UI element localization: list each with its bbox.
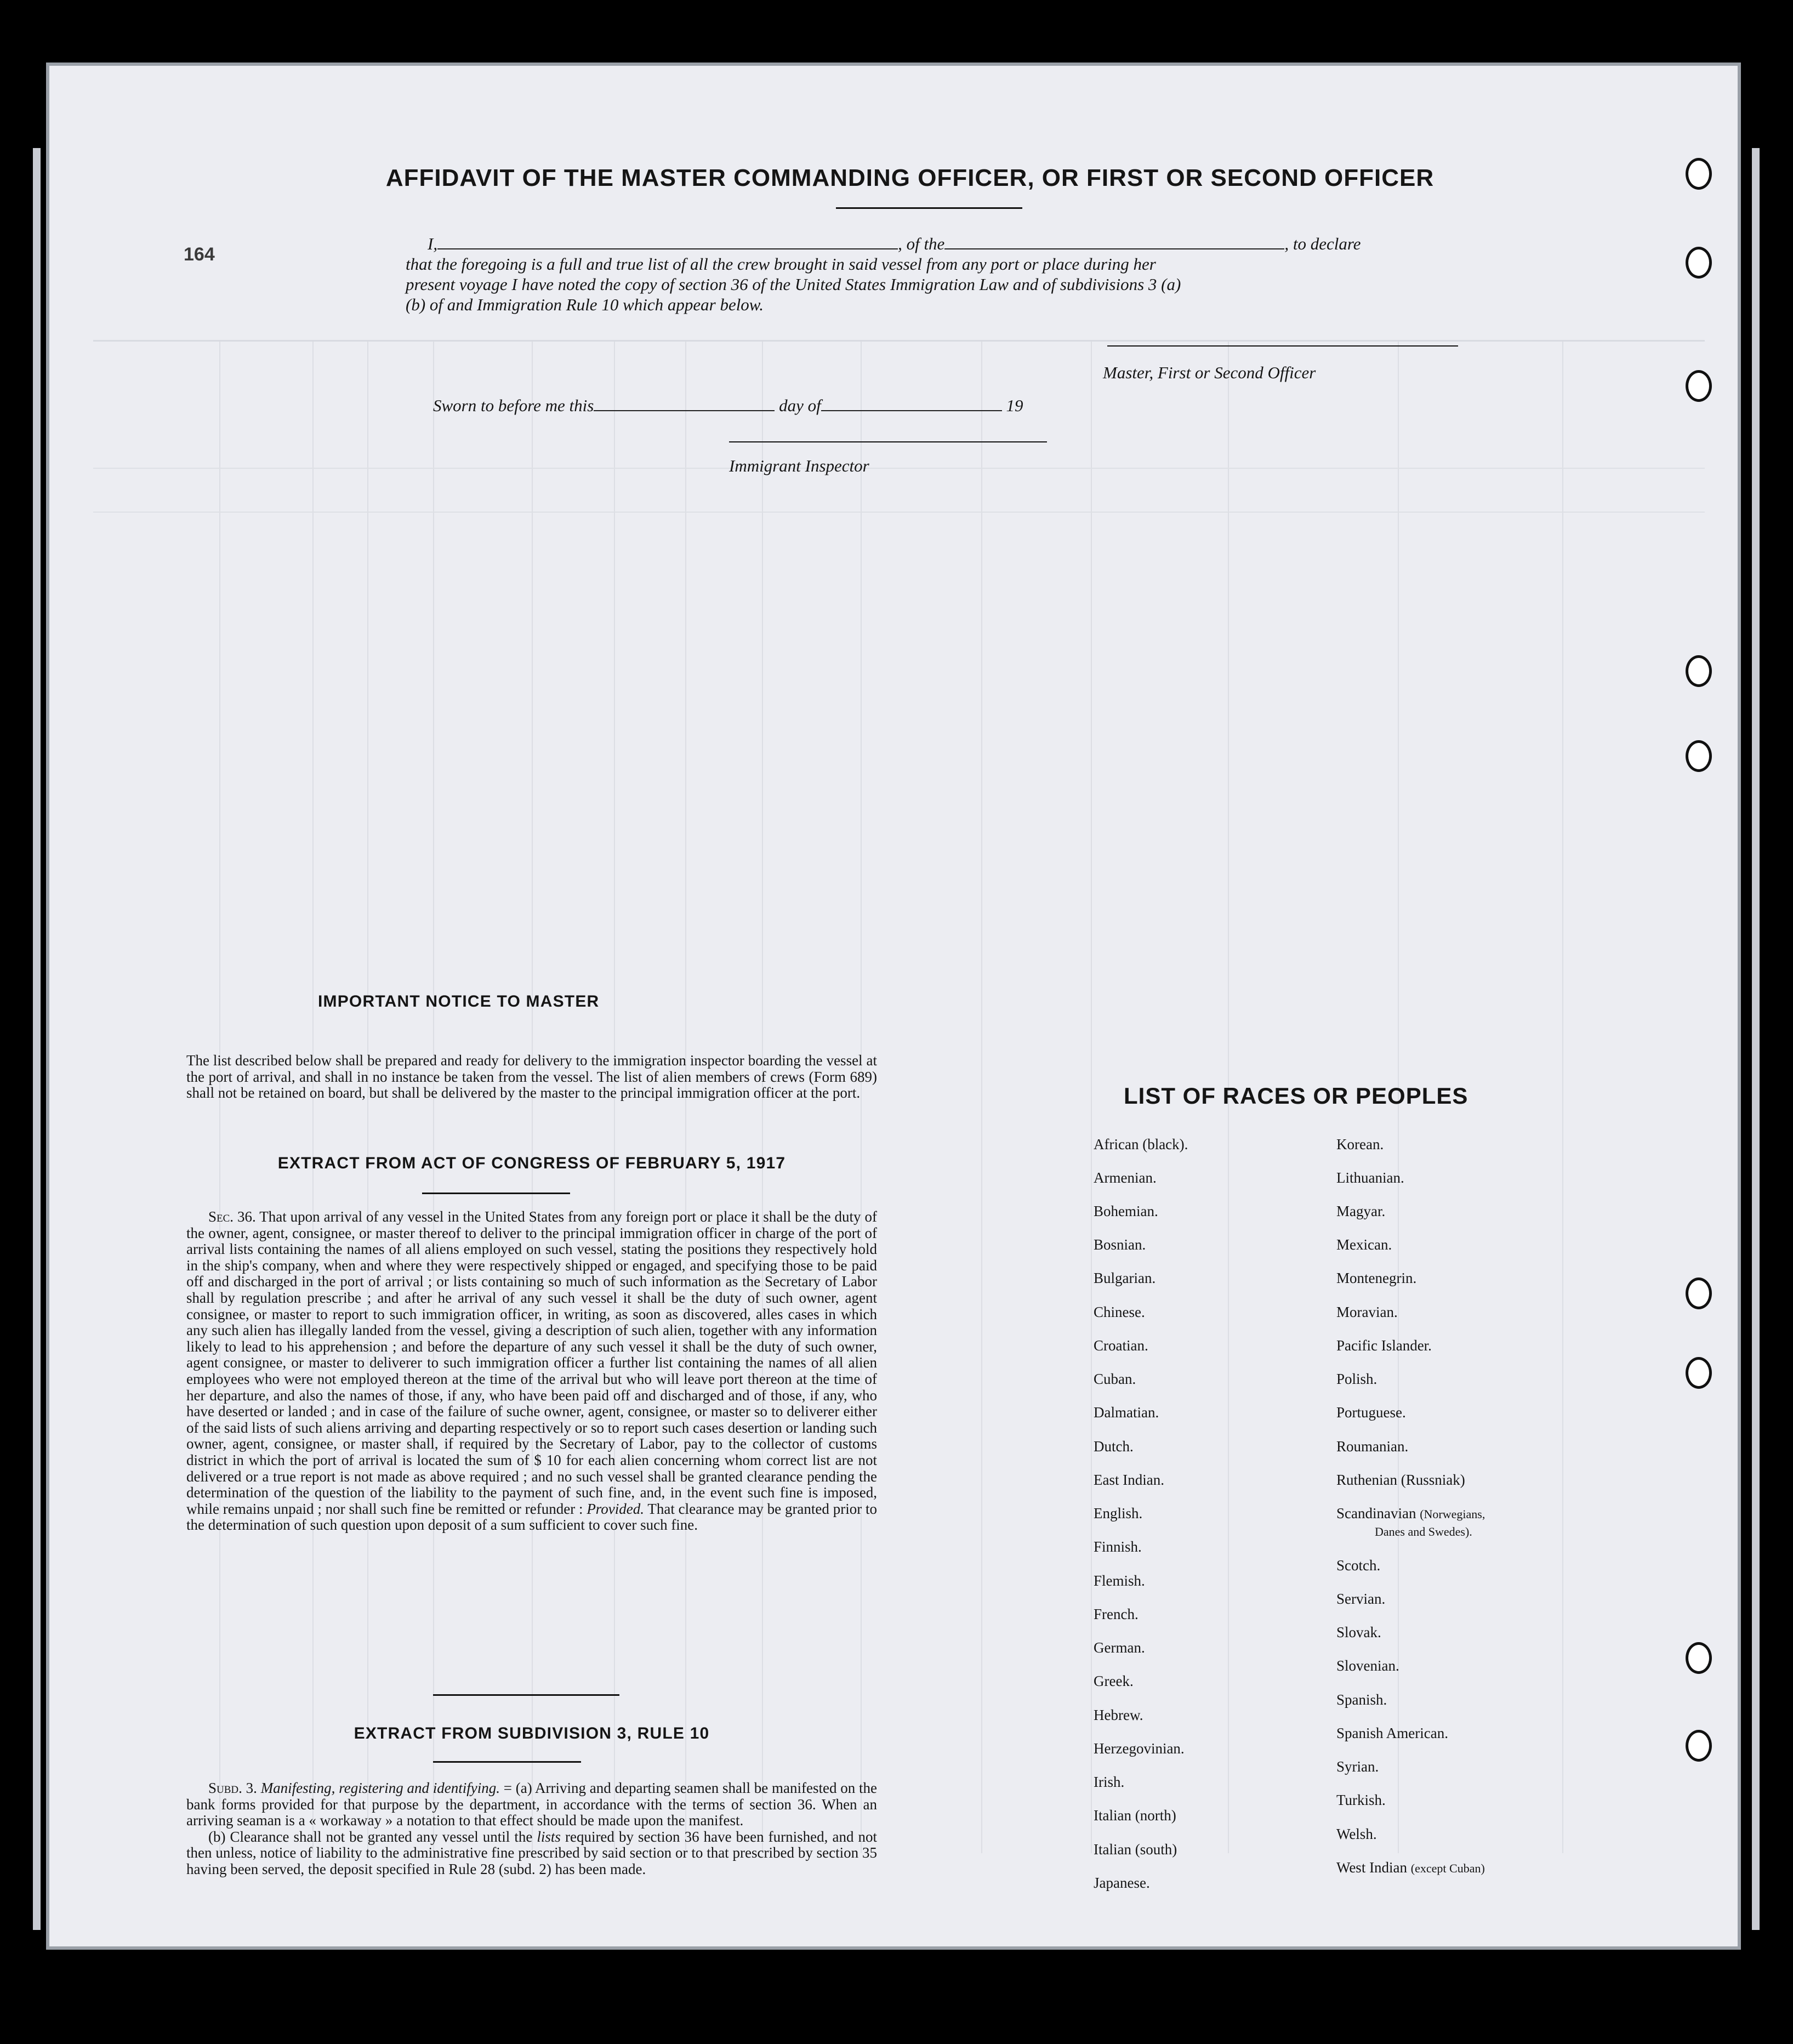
race-item: French. (1094, 1606, 1139, 1622)
race-item: Herzegovinian. (1094, 1740, 1185, 1757)
rule-heading-rule (433, 1761, 581, 1763)
race-item: Bohemian. (1094, 1203, 1158, 1219)
act-text (186, 1209, 877, 1534)
race-item: Portuguese. (1336, 1404, 1406, 1421)
race-item: Scotch. (1336, 1557, 1381, 1574)
race-item: Bulgarian. (1094, 1270, 1156, 1286)
race-item: Scandinavian (1336, 1505, 1416, 1521)
lists-word: lists (537, 1828, 561, 1845)
notice-heading: IMPORTANT NOTICE TO MASTER (318, 992, 600, 1010)
punch-hole-icon (1686, 370, 1712, 402)
affidavit-line-1: that the foregoing is a full and true list of all the crew brought in said vessel from any port or place during her (406, 254, 1156, 274)
subd-label: Subd. 3. (208, 1780, 257, 1796)
to-declare-label: , to declare (1284, 234, 1361, 253)
race-item: Slovak. (1336, 1624, 1381, 1640)
page-edge-right (1752, 148, 1760, 1930)
notice-text: The list described below shall be prepared and ready for delivery to the immigration inspector boarding the vessel at the port of arrival, and shall in no instance be taken from the vessel. The list of alien members of crews (Form 689) shall not be retained on board, but shall be delivered by the master to the principal immigration officer at the port. (186, 1052, 877, 1102)
title-rule (836, 207, 1022, 209)
race-item: Mexican. (1336, 1236, 1392, 1253)
race-item: Croatian. (1094, 1337, 1148, 1354)
race-item: Turkish. (1336, 1792, 1386, 1808)
race-item: Ruthenian (Russniak) (1336, 1472, 1465, 1488)
master-label: Master, First or Second Officer (1103, 363, 1316, 382)
rule-text (186, 1780, 877, 1878)
race-item: Cuban. (1094, 1371, 1136, 1387)
sworn-line (433, 395, 1200, 417)
race-item: Moravian. (1336, 1304, 1398, 1320)
of-the-label: , of the (898, 234, 945, 253)
punch-hole-icon (1686, 1642, 1712, 1674)
inspector-signature-line (729, 441, 1047, 442)
race-item: English. (1094, 1505, 1143, 1521)
punch-hole-icon (1686, 1357, 1712, 1389)
page-edge-left (33, 148, 41, 1930)
race-note: (except Cuban) (1410, 1861, 1485, 1875)
punch-hole-icon (1686, 247, 1712, 279)
race-item: Pacific Islander. (1336, 1337, 1432, 1354)
document-page (49, 66, 1738, 1946)
race-item: Welsh. (1336, 1826, 1377, 1842)
day-of-label: day of (779, 396, 821, 415)
race-item: Italian (south) (1094, 1841, 1177, 1858)
race-item: Lithuanian. (1336, 1169, 1404, 1186)
inspector-label: Immigrant Inspector (729, 456, 869, 475)
race-item: Hebrew. (1094, 1707, 1143, 1723)
race-item: Syrian. (1336, 1758, 1379, 1775)
provided-label: Provided. (587, 1500, 645, 1517)
race-item: Korean. (1336, 1136, 1384, 1152)
rule-text-b-pre: (b) Clearance shall not be granted any vessel until the (208, 1828, 533, 1845)
punch-hole-icon (1686, 740, 1712, 772)
race-item: Flemish. (1094, 1572, 1145, 1589)
race-item-scandinavian (1336, 1505, 1485, 1522)
year-label: 19 (1006, 396, 1023, 415)
i-label: I, (428, 234, 438, 253)
race-note: Danes and Swedes). (1375, 1525, 1472, 1538)
race-item: African (black). (1094, 1136, 1188, 1152)
races-heading: LIST OF RACES OR PEOPLES (1124, 1083, 1468, 1109)
act-heading: EXTRACT FROM ACT OF CONGRESS OF FEBRUARY 5, 1917 (277, 1154, 786, 1172)
sworn-day-blank (594, 396, 775, 411)
race-item-west-indian (1336, 1859, 1485, 1876)
race-item: Spanish. (1336, 1691, 1387, 1708)
sworn-label: Sworn to before me this (433, 396, 594, 415)
act-body: That upon arrival of any vessel in the United States from any foreign port or place it shall be the duty of the owner, agent, consignee, or master thereof to deliver to the principal immigration officer in charge of the port of arrival lists containing the names of all aliens employed on such vessel, stating the positions they respectively hold in the ship's company, when and where they were respectively shipped or engaged, and specifying those to be paid off and discharged in the port of arrival ; or lists containing so much of such information as the Secretary of Labor shall by regulation prescribe ; and after he arrival of any such vessel it shall be the duty of such owner, agent consignee, or master to report to such immigration officer, in writing, as soon as discovered, alles cases in which any such alien has illegally landed from the vessel, giving a description of such alien, together with any information likely to lead to his apprehension ; and before the departure of any such vessel it shall be the duty of such owner, agent consignee, or master to deliverer to such immigration officer a further list containing the names of all alien employees who were not employed thereon at the time of the arrival but who will leave port thereon at the time of her departure, and also the names of those, if any, who have been paid off and discharged and of those, if any, who have deserted or landed ; and in case of the failure of suche owner, agent, consignee, or master so to deliverer either of the said lists of such aliens arriving and departing respectively or so to report such cases desertion or landing such owner, agent, consignee, or master shall, if required by the Secretary of Labor, pay to the collector of customs district in which the port of arrival is located the sum of $ 10 for each alien concerning whom correct list are not delivered or a true report is not made as above required ; and no such vessel shall be granted clearance pending the determination of the question of the liability to the payment of such fine, and, in the event such fine is imposed, while remains unpaid ; nor shall such fine be remitted or refunder : (186, 1208, 877, 1517)
officer-name-blank (437, 234, 898, 249)
affidavit-declaration-line (406, 233, 1475, 255)
race-item: Montenegrin. (1336, 1270, 1417, 1286)
act-body-end: That clearance may be granted prior to the determination of such question upon deposit of a sum sufficient to cover such fine. (186, 1500, 878, 1534)
race-item: Dalmatian. (1094, 1404, 1159, 1421)
affidavit-title: AFFIDAVIT OF THE MASTER COMMANDING OFFICER, OR FIRST OR SECOND OFFICER (385, 164, 1435, 191)
race-item: Bosnian. (1094, 1236, 1146, 1253)
punch-hole-icon (1686, 1278, 1712, 1309)
race-note: (Norwegians, (1420, 1507, 1485, 1521)
rule-text-a: = (a) Arriving and departing seamen shall be manifested on the bank forms provided for that purpose by the department, in accordance with the terms of section 36. When an arriving seaman is a « workaway » a notation to that effect should be made upon the manifest. (186, 1780, 877, 1829)
act-heading-rule (422, 1193, 570, 1194)
race-item: German. (1094, 1639, 1145, 1656)
affidavit-line-3: (b) of and Immigration Rule 10 which appear below. (406, 295, 764, 314)
race-item: Spanish American. (1336, 1725, 1448, 1741)
race-item: Magyar. (1336, 1203, 1386, 1219)
race-item: Dutch. (1094, 1438, 1134, 1455)
race-item: East Indian. (1094, 1472, 1164, 1488)
race-item: Roumanian. (1336, 1438, 1409, 1455)
race-item: Slovenian. (1336, 1657, 1399, 1674)
master-signature-line (1107, 345, 1458, 347)
race-item: Finnish. (1094, 1538, 1142, 1555)
race-item: Servian. (1336, 1591, 1386, 1607)
affidavit-line-2: present voyage I have noted the copy of section 36 of the United States Immigration Law and of subdivisions 3 (a) (406, 275, 1181, 294)
sworn-month-blank (821, 396, 1002, 411)
punch-hole-icon (1686, 1730, 1712, 1762)
race-item: West Indian (1336, 1859, 1408, 1876)
act-end-rule (433, 1694, 619, 1696)
stamp-number: 164 (184, 244, 215, 265)
sec-label: Sec. 36. (208, 1208, 256, 1225)
race-item: Irish. (1094, 1774, 1125, 1790)
rule-text-b-post: required by section 36 have been furnished, and not then unless, notice of liability to the administrative fine prescribed by said section or to that prescribed by section 35 having been served, the deposit specified in Rule 28 (subd. 2) has been made. (186, 1828, 877, 1877)
subd-title: Manifesting, registering and identifying. (260, 1780, 500, 1796)
punch-hole-icon (1686, 655, 1712, 687)
vessel-name-blank (944, 234, 1284, 249)
race-item: Chinese. (1094, 1304, 1145, 1320)
race-item: Armenian. (1094, 1169, 1157, 1186)
race-item: Italian (north) (1094, 1807, 1176, 1824)
race-item: Polish. (1336, 1371, 1378, 1387)
rule-heading: EXTRACT FROM SUBDIVISION 3, RULE 10 (354, 1724, 710, 1742)
race-item: Greek. (1094, 1673, 1134, 1689)
race-item: Japanese. (1094, 1875, 1150, 1891)
punch-hole-icon (1686, 158, 1712, 190)
